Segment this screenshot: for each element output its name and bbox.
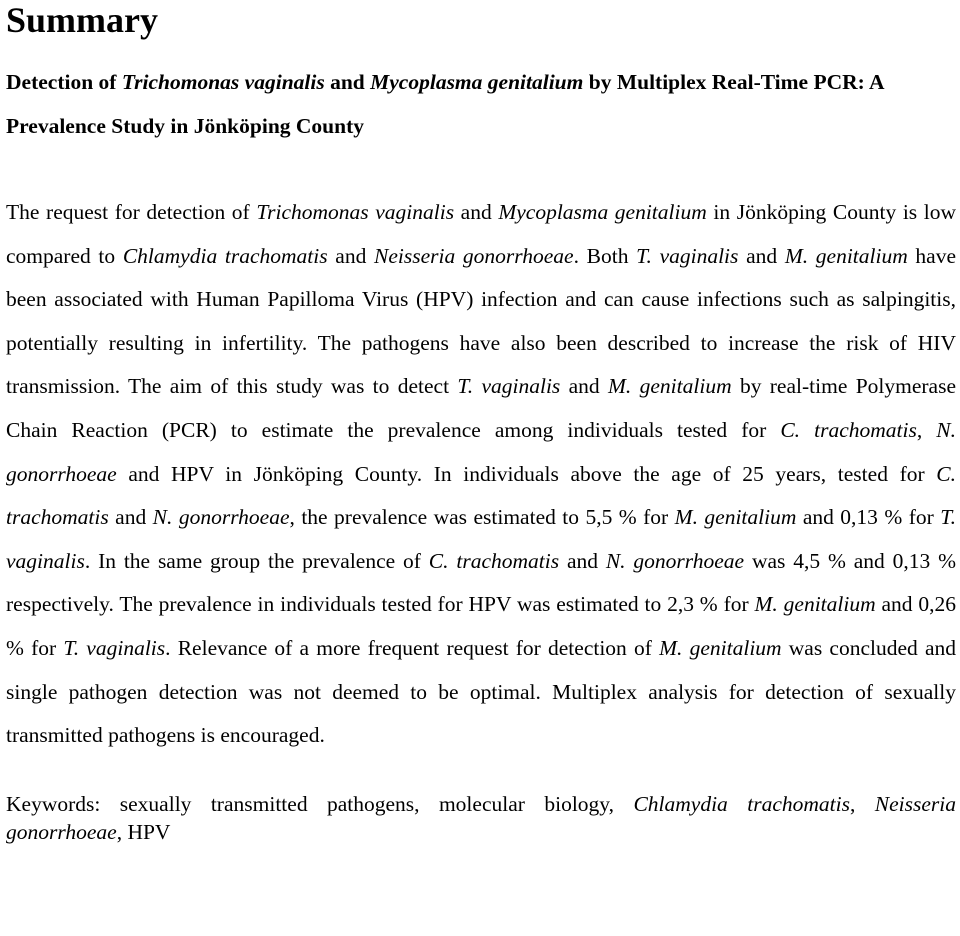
- text-run: by real-time Polymerase Chain Reaction (PCR) to estimate the prevalence among individuals tested for: [6, 374, 957, 442]
- italic-term: Mycoplasma genitalium: [498, 200, 707, 224]
- text-run: and: [108, 505, 153, 530]
- text-run: and: [324, 70, 371, 94]
- italic-term: T. vaginalis: [63, 635, 166, 660]
- text-run: . Relevance of a more frequent request for detection of: [165, 635, 660, 660]
- text-run: in Jönköping County is low compared to: [6, 200, 957, 268]
- text-run: Keywords: sexually transmitted pathogens, molecular biology,: [6, 791, 634, 816]
- text-run: and: [560, 374, 609, 399]
- text-run: and 0,13 % for: [796, 505, 941, 530]
- text-run: was concluded and single pathogen detection was not deemed to be optimal. Multiplex analysis for detection of sexually transmitted pathogens is encouraged.: [6, 635, 956, 748]
- italic-term: Neisseria gonorrhoeae: [374, 243, 574, 268]
- paper-title: [6, 60, 956, 148]
- italic-term: T. vaginalis: [6, 505, 956, 573]
- text-run: , HPV: [116, 819, 171, 844]
- italic-term: M. genitalium: [608, 374, 732, 399]
- text-run: . Both: [573, 243, 637, 268]
- text-run: and: [738, 243, 785, 268]
- text-run: The request for detection of: [6, 200, 257, 224]
- text-run: ,: [916, 417, 937, 442]
- italic-term: C. trachomatis: [6, 461, 956, 530]
- text-run: was 4,5 % and 0,13 % respectively. The prevalence in individuals tested for HPV was estimated to 2,3 % for: [6, 548, 956, 617]
- italic-term: Mycoplasma genitalium: [370, 70, 584, 94]
- keywords-line: [6, 790, 956, 846]
- text-run: and: [559, 548, 606, 573]
- italic-term: Trichomonas vaginalis: [256, 200, 455, 224]
- abstract-paragraph: [6, 191, 956, 758]
- italic-term: Trichomonas vaginalis: [121, 70, 325, 94]
- italic-term: M. genitalium: [659, 635, 782, 660]
- section-heading: Summary: [6, 0, 158, 40]
- italic-term: Chlamydia trachomatis: [633, 791, 850, 816]
- italic-term: T. vaginalis: [457, 374, 561, 399]
- italic-term: M. genitalium: [754, 592, 876, 617]
- text-run: have been associated with Human Papilloma Virus (HPV) infection and can cause infections such as salpingitis, potentially resulting in infertility. The pathogens have also been described to increase the risk of HIV transmission. The aim of this study was to detect: [6, 243, 957, 399]
- text-run: and: [327, 243, 375, 268]
- text-run: Detection of: [6, 70, 122, 94]
- document-page: [6, 0, 956, 846]
- text-run: by Multiplex Real-Time PCR: A Prevalence Study in Jönköping County: [6, 70, 884, 138]
- text-run: and: [454, 200, 499, 224]
- text-run: ,: [849, 791, 875, 816]
- italic-term: M. genitalium: [784, 243, 908, 268]
- italic-term: Chlamydia trachomatis: [122, 243, 328, 268]
- italic-term: C. trachomatis: [780, 417, 917, 442]
- text-run: . In the same group the prevalence of: [84, 548, 429, 573]
- italic-term: N. gonorrhoeae: [605, 548, 745, 573]
- italic-term: N. gonorrhoeae: [152, 505, 290, 530]
- italic-term: M. genitalium: [674, 505, 797, 530]
- italic-term: C. trachomatis: [428, 548, 560, 573]
- italic-term: Neisseria gonorrhoeae: [6, 791, 956, 844]
- text-run: and 0,26 % for: [6, 592, 957, 660]
- text-run: and HPV in Jönköping County. In individuals above the age of 25 years, tested for: [116, 461, 937, 486]
- italic-term: T. vaginalis: [636, 243, 739, 268]
- italic-term: N. gonorrhoeae: [6, 417, 956, 486]
- text-run: , the prevalence was estimated to 5,5 % for: [289, 505, 675, 530]
